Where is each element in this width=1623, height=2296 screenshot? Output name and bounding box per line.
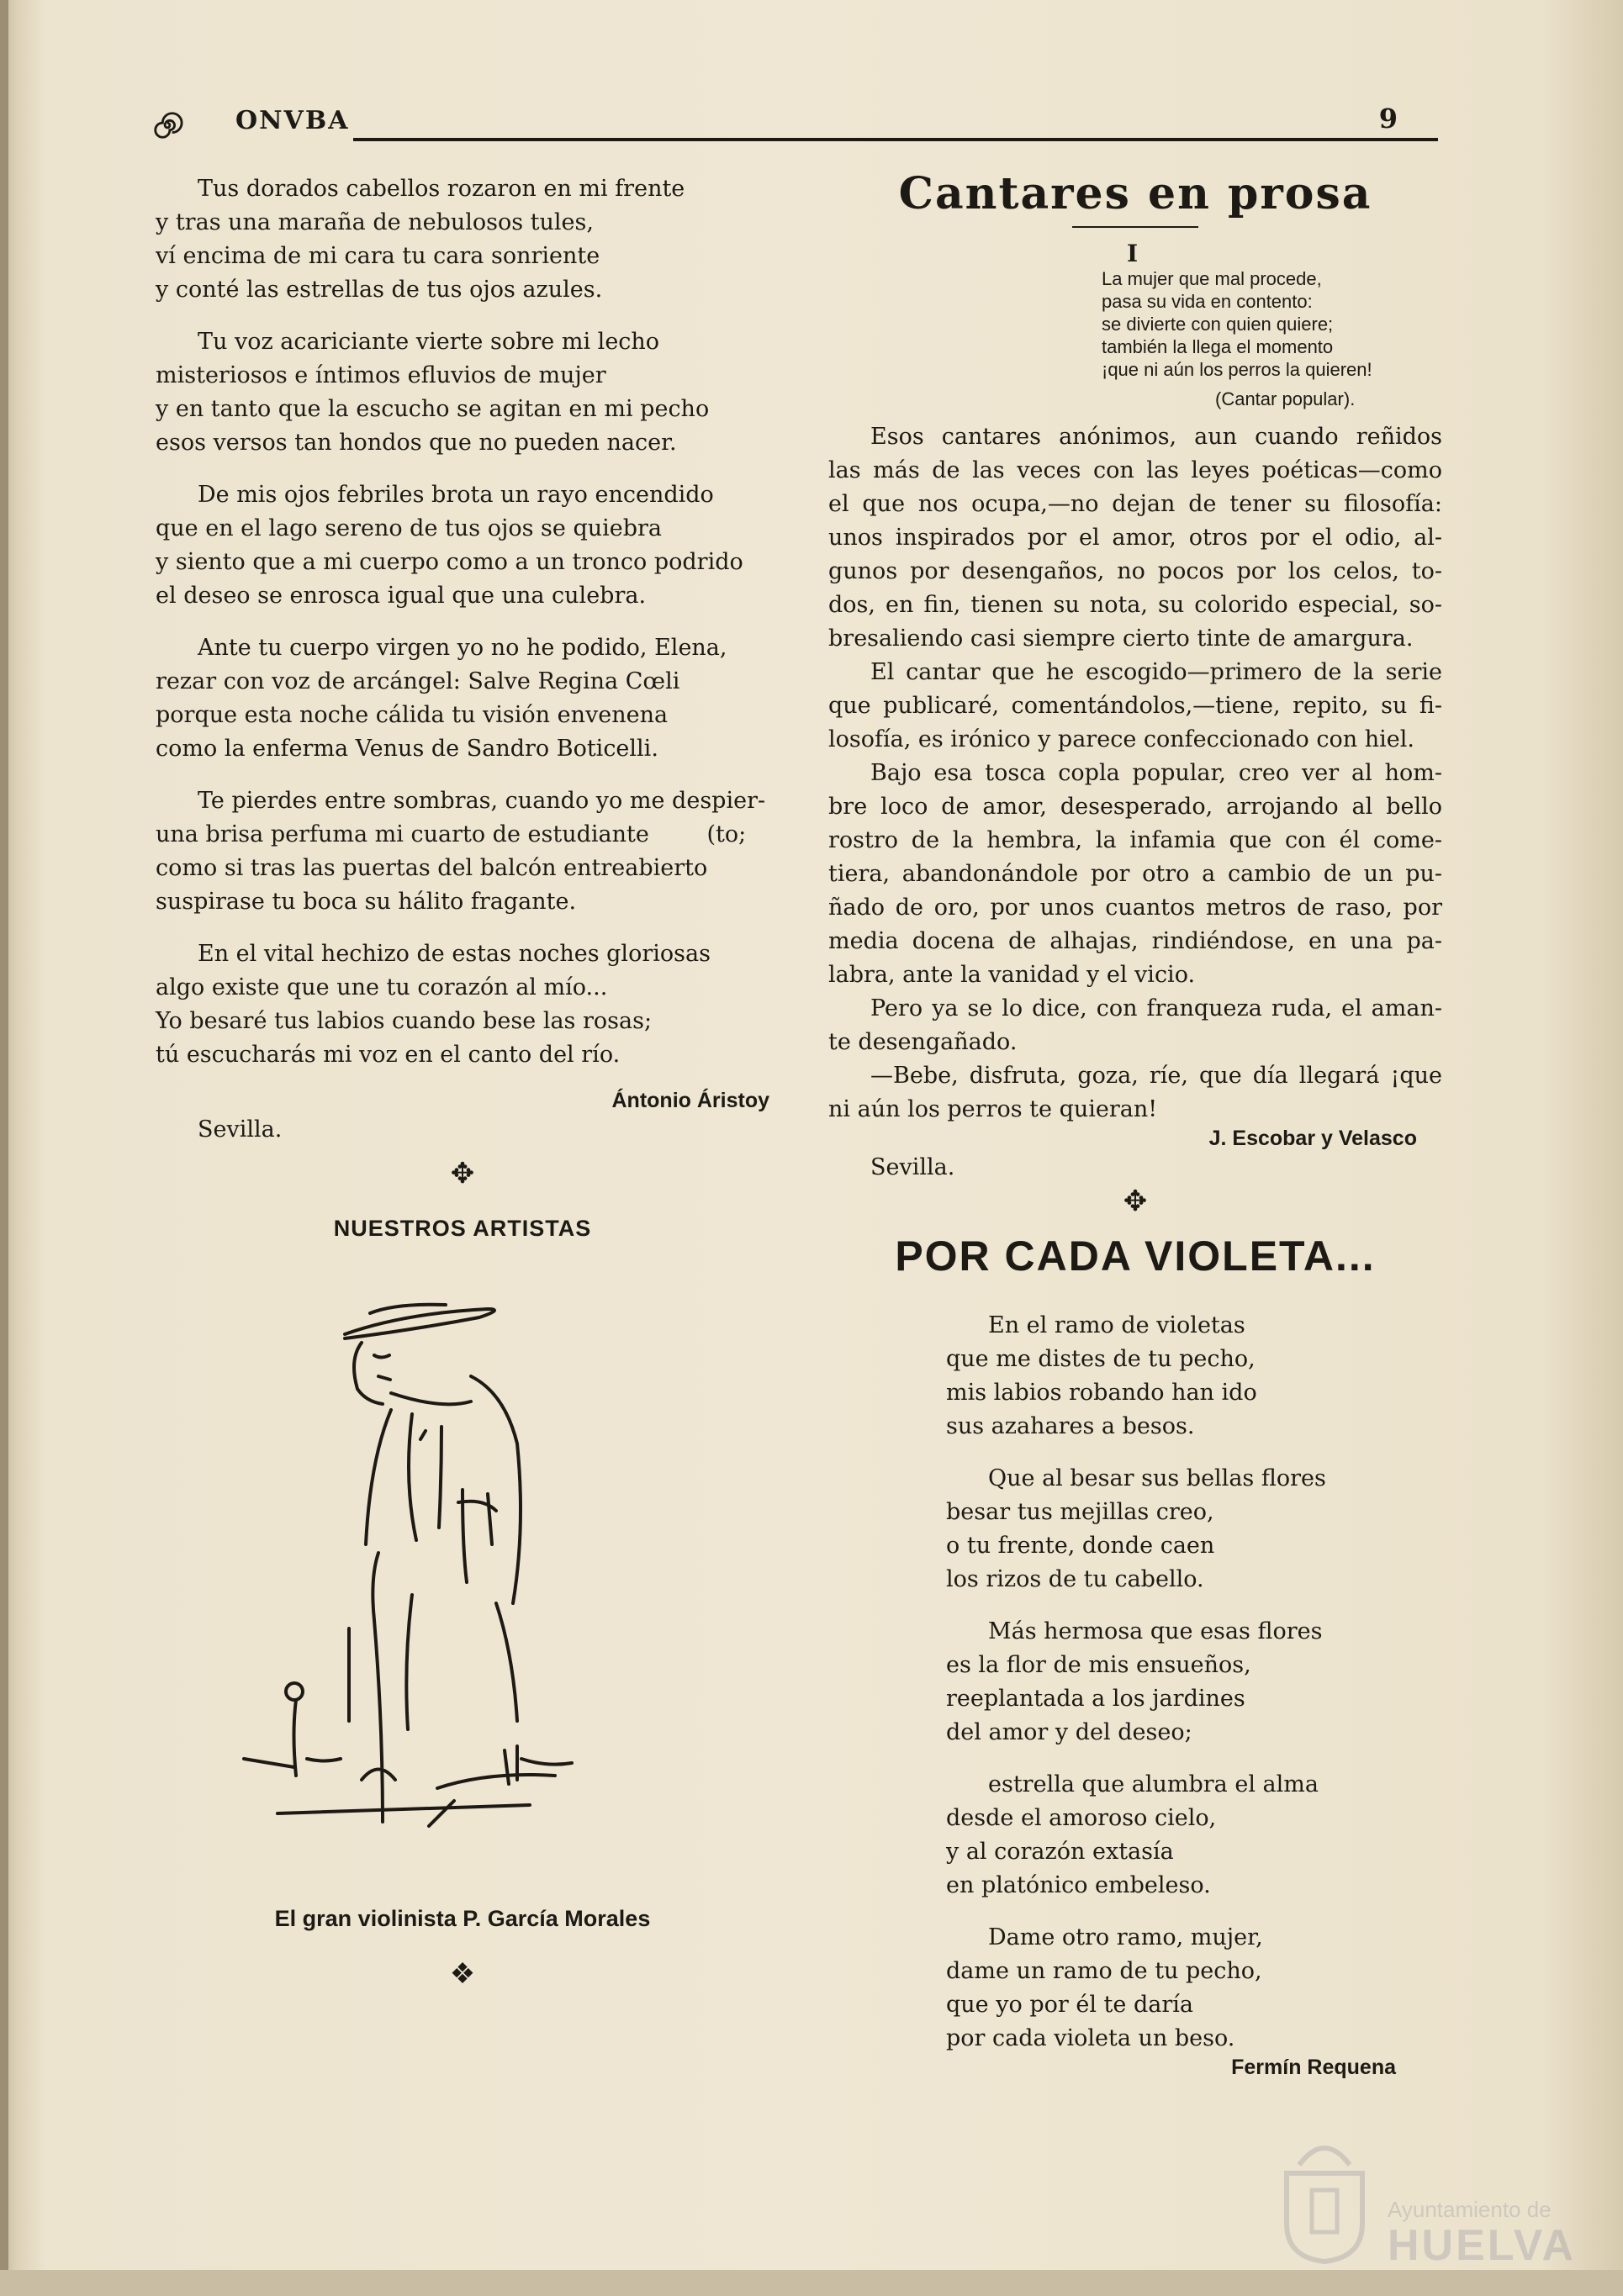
watermark-line2: HUELVA (1388, 2221, 1577, 2270)
place-line-right: Sevilla. (870, 1154, 955, 1180)
verse-line: tú escucharás mi voz en el canto del río. (156, 1042, 621, 1068)
stanza (156, 172, 769, 307)
page-header (151, 99, 1438, 150)
prose-line: Bajo esa tosca copla popular, creo ver al hom- (870, 760, 1442, 786)
prose-line: las más de las veces con las leyes poéticas—como (828, 457, 1442, 483)
verse-line: De mis ojos febriles brota un rayo encendido (198, 482, 714, 508)
verse-line: como la enferma Venus de Sandro Boticelli. (156, 736, 658, 762)
verse-line: Tu voz acariciante vierte sobre mi lecho (198, 329, 660, 355)
header-rule (353, 138, 1438, 141)
verse-line: Que al besar sus bellas flores (988, 1465, 1326, 1491)
verse-line: En el vital hechizo de estas noches gloriosas (198, 941, 711, 967)
verse-line: y siento que a mi cuerpo como a un tronco podrido (156, 549, 743, 575)
verse-line: los rizos de tu cabello. (946, 1566, 1204, 1592)
author-signature-escobar: J. Escobar y Velasco (1208, 1127, 1417, 1150)
article-title: Cantares en prosa (898, 168, 1372, 219)
verse-line: que en el lago sereno de tus ojos se quiebra (156, 515, 663, 541)
verse-line: del amor y del deseo; (946, 1719, 1192, 1745)
stanza (156, 478, 769, 613)
verse-line: que yo por él te daría (946, 1992, 1193, 2018)
author-signature-requena: Fermín Requena (1231, 2056, 1396, 2079)
prose-line: unos inspirados por el amor, otros por el odio, al- (828, 525, 1442, 551)
author-signature: Ántonio Áristoy (611, 1089, 769, 1112)
verse-line: algo existe que une tu corazón al mío... (156, 974, 608, 1000)
magazine-title: ONVBA (235, 106, 350, 135)
page-fold (0, 0, 8, 2296)
verse-line: ví encima de mi cara tu cara sonriente (156, 243, 600, 269)
prose-line: el que nos ocupa,—no dejan de tener su filosofía: (828, 491, 1442, 517)
prose-line: Pero ya se lo dice, con franqueza ruda, el aman- (870, 995, 1442, 1021)
verse-line: esos versos tan hondos que no pueden nacer. (156, 430, 677, 456)
stanza (156, 325, 769, 460)
verse-line: sus azahares a besos. (946, 1413, 1195, 1439)
prose-line: losofía, es irónico y parece confeccionado con hiel. (828, 726, 1414, 752)
verse-line: mis labios robando han ido (946, 1380, 1257, 1406)
prose-line: media docena de alhajas, rindiéndose, en una pa- (828, 928, 1442, 954)
prose-line: que publicaré, comentándolos,—tiene, repito, su fi- (828, 693, 1442, 719)
epigraph-line: ¡que ni aún los perros la quieren! (1102, 359, 1372, 380)
verse-line: suspirase tu boca su hálito fragante. (156, 889, 577, 915)
prose-line: ñado de oro, por unos cuantos metros de raso, por (828, 895, 1442, 921)
left-column (156, 172, 769, 1991)
stanza (156, 631, 769, 766)
verse-line: estrella que alumbra el alma (988, 1771, 1319, 1797)
section-number: I (1127, 240, 1139, 267)
place-line: Sevilla. (198, 1116, 283, 1143)
epigraph-source-wrap (828, 388, 1442, 410)
coat-of-arms-icon (1274, 2131, 1375, 2266)
tailpiece-ornament-icon: ❖ (449, 1957, 476, 1991)
prose-line: bresaliendo casi siempre cierto tinte de amargura. (828, 625, 1414, 652)
verse-line: el deseo se enrosca igual que una culebra. (156, 583, 647, 609)
stanza (946, 1921, 1442, 2056)
verse-line: besar tus mejillas creo, (946, 1499, 1214, 1525)
prose-line: labra, ante la vanidad y el vicio. (828, 962, 1196, 988)
prose-line: —Bebe, disfruta, goza, ríe, que día llegará ¡que (870, 1063, 1442, 1089)
verse-line: y conté las estrellas de tus ojos azules. (156, 277, 603, 303)
verse-line: dame un ramo de tu pecho, (946, 1958, 1262, 1984)
verse-line: Tus dorados cabellos rozaron en mi frente (198, 176, 685, 202)
prose-line: ni aún los perros te quieran! (828, 1096, 1158, 1122)
epigraph-source: (Cantar popular). (1215, 388, 1356, 409)
verse-line: Te pierdes entre sombras, cuando yo me despier- (198, 788, 766, 814)
verse-line: Ante tu cuerpo virgen yo no he podido, Elena, (198, 635, 727, 661)
verse-line: rezar con voz de arcángel: Salve Regina Cœli (156, 668, 680, 694)
spiral-ornament-icon (151, 109, 183, 141)
illustration-caption: El gran violinista P. García Morales (274, 1906, 651, 1931)
prose-line: El cantar que he escogido—primero de la serie (870, 659, 1442, 685)
verse-line: o tu frente, donde caen (946, 1533, 1215, 1559)
verse-line: y en tanto que la escucho se agitan en mi pecho (156, 396, 710, 422)
verse-line: misteriosos e íntimos efluvios de mujer (156, 362, 606, 388)
archive-watermark (1274, 2131, 1577, 2274)
stanza (156, 784, 769, 919)
section-heading: NUESTROS ARTISTAS (333, 1216, 592, 1241)
article-body (828, 420, 1442, 1127)
epigraph-line: pasa su vida en contento: (1102, 291, 1313, 312)
verse-line: en platónico embeleso. (946, 1872, 1211, 1898)
stanza (946, 1615, 1442, 1750)
epigraph-line: también la llega el momento (1102, 336, 1334, 357)
violinist-illustration-icon (227, 1275, 698, 1881)
prose-line: Esos cantares anónimos, aun cuando reñidos (870, 424, 1442, 450)
verse-line: Yo besaré tus labios cuando bese las rosas; (156, 1008, 653, 1034)
stanza (946, 1462, 1442, 1597)
prose-line: gunos por desengaños, no pocos por los celos, to- (828, 558, 1442, 584)
verse-line: que me distes de tu pecho, (946, 1346, 1256, 1372)
prose-line: tiera, abandonándole por otro a cambio de un pu- (828, 861, 1442, 887)
fleuron-icon: ✥ (450, 1157, 475, 1190)
verse-line: reeplantada a los jardines (946, 1686, 1245, 1712)
poem-violeta (828, 1309, 1442, 2056)
verse-line: y al corazón extasía (946, 1839, 1174, 1865)
verse-line: En el ramo de violetas (988, 1312, 1245, 1338)
prose-line: dos, en fin, tienen su nota, su colorido especial, so- (828, 592, 1442, 618)
verse-line: y tras una maraña de nebulosos tules, (156, 209, 594, 235)
prose-line: bre loco de amor, desesperado, arrojando al bello (828, 794, 1442, 820)
stanza (946, 1768, 1442, 1903)
fleuron-icon-right: ✥ (1123, 1185, 1148, 1218)
violinist-drawing (227, 1275, 698, 1881)
poem-title: POR CADA VIOLETA... (895, 1232, 1376, 1280)
poem-elena (156, 172, 769, 1072)
verse-line: desde el amoroso cielo, (946, 1805, 1217, 1831)
verse-line: porque esta noche cálida tu visión envenena (156, 702, 669, 728)
epigraph-verse (828, 267, 1442, 381)
prose-line: rostro de la hembra, la infamia que con él come- (828, 827, 1442, 853)
stanza (156, 937, 769, 1072)
verse-line: Más hermosa que esas flores (988, 1618, 1323, 1644)
epigraph-line: La mujer que mal procede, (1102, 268, 1322, 289)
verse-line: una brisa perfuma mi cuarto de estudiante (to; (156, 821, 747, 847)
stanza (946, 1309, 1442, 1444)
verse-line: como si tras las puertas del balcón entreabierto (156, 855, 708, 881)
verse-line: Dame otro ramo, mujer, (988, 1924, 1263, 1950)
verse-line: por cada violeta un beso. (946, 2025, 1235, 2051)
prose-line: te desengañado. (828, 1029, 1018, 1055)
title-rule (1072, 226, 1198, 228)
verse-line: es la flor de mis ensueños, (946, 1652, 1251, 1678)
right-column (828, 168, 1442, 2080)
page-number: 9 (1378, 103, 1398, 135)
epigraph-line: se divierte con quien quiere; (1102, 314, 1334, 335)
watermark-line1: Ayuntamiento de (1388, 2197, 1552, 2222)
